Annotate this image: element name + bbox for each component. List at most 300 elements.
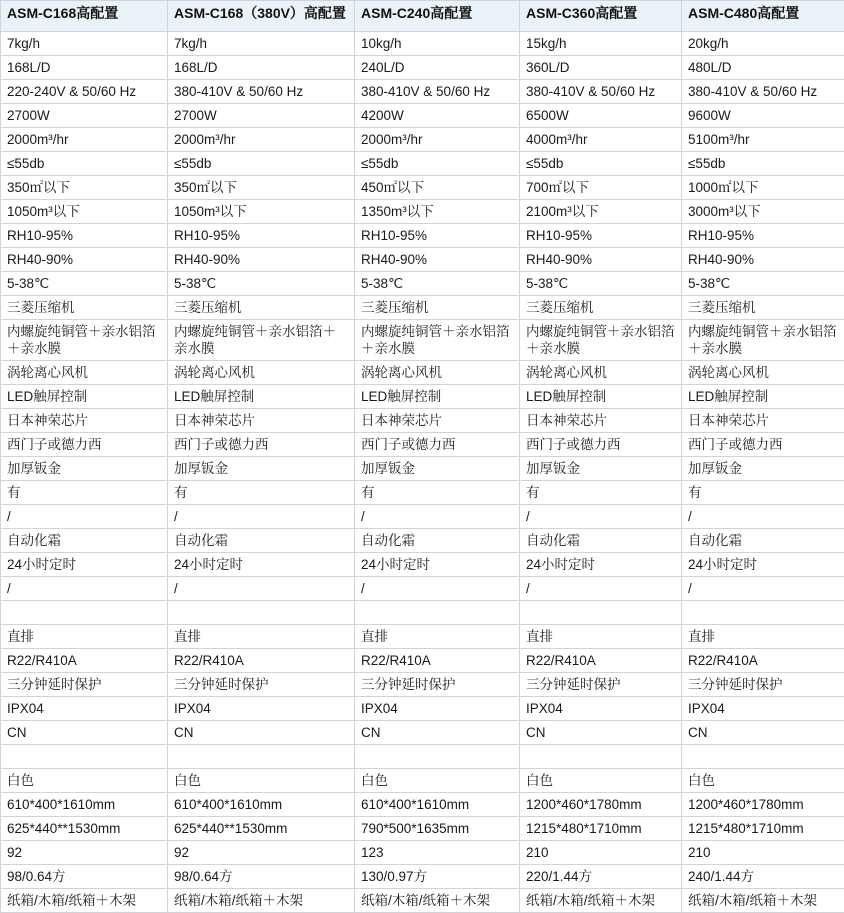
cell-text: LED触屏控制 (174, 388, 349, 405)
cell-text: 加厚钣金 (688, 460, 839, 477)
table-cell (520, 577, 682, 601)
cell-text: 2700W (7, 107, 162, 124)
cell-text: R22/R410A (526, 652, 676, 669)
cell-text: 自动化霜 (174, 532, 349, 549)
cell-text: 210 (526, 844, 676, 861)
table-cell (168, 769, 355, 793)
cell-text: 三菱压缩机 (7, 299, 162, 316)
cell-text: 加厚钣金 (174, 460, 349, 477)
table-row (1, 841, 844, 865)
cell-text: 5100m³/hr (688, 131, 839, 148)
table-cell (682, 296, 844, 320)
cell-text: ≤55db (526, 155, 676, 172)
table-cell (682, 697, 844, 721)
table-cell (1, 272, 168, 296)
table-cell (682, 889, 844, 913)
table-row (1, 505, 844, 529)
table-cell (1, 433, 168, 457)
table-cell (355, 248, 520, 272)
cell-text: ≤55db (7, 155, 162, 172)
table-cell (682, 409, 844, 433)
table-cell (682, 793, 844, 817)
table-cell (168, 152, 355, 176)
cell-text: 纸箱/木箱/纸箱＋木架 (361, 892, 514, 909)
table-cell (520, 457, 682, 481)
table-cell (1, 80, 168, 104)
table-cell (1, 505, 168, 529)
cell-text: / (174, 580, 349, 597)
cell-text: 三分钟延时保护 (688, 676, 839, 693)
table-cell (355, 56, 520, 80)
table-cell (355, 889, 520, 913)
cell-text: 610*400*1610mm (361, 796, 514, 813)
cell-text: 加厚钣金 (526, 460, 676, 477)
table-cell (355, 841, 520, 865)
cell-text: 西门子或德力西 (688, 436, 839, 453)
cell-text: 内螺旋纯铜管＋亲水铝箔＋亲水膜 (688, 323, 839, 357)
table-cell (520, 649, 682, 673)
table-cell (682, 128, 844, 152)
table-row (1, 817, 844, 841)
cell-text: 2700W (174, 107, 349, 124)
table-cell (168, 361, 355, 385)
table-cell (520, 865, 682, 889)
cell-text: 360L/D (526, 59, 676, 76)
table-cell (682, 601, 844, 625)
table-cell (1, 673, 168, 697)
table-cell (520, 769, 682, 793)
table-cell (168, 200, 355, 224)
cell-text: 24小时定时 (526, 556, 676, 573)
table-cell (1, 817, 168, 841)
table-cell (168, 296, 355, 320)
cell-text: 日本神荣芯片 (526, 412, 676, 429)
table-row (1, 176, 844, 200)
cell-text: 7kg/h (174, 35, 349, 52)
column-header-3: ASM-C360高配置 (520, 1, 682, 32)
table-cell (168, 457, 355, 481)
table-cell (355, 697, 520, 721)
table-row (1, 272, 844, 296)
table-cell (520, 176, 682, 200)
table-cell (520, 553, 682, 577)
cell-text: 625*440**1530mm (174, 820, 349, 837)
cell-text: 5-38℃ (7, 275, 162, 292)
table-cell (1, 152, 168, 176)
table-cell (168, 745, 355, 769)
cell-text: 790*500*1635mm (361, 820, 514, 837)
table-cell (682, 625, 844, 649)
cell-text: CN (526, 724, 676, 741)
table-cell (355, 200, 520, 224)
table-cell (682, 721, 844, 745)
cell-text: 2000m³/hr (361, 131, 514, 148)
cell-text: 1215*480*1710mm (688, 820, 839, 837)
table-row (1, 529, 844, 553)
table-cell (168, 32, 355, 56)
table-cell (1, 793, 168, 817)
table-cell (1, 745, 168, 769)
table-cell (168, 625, 355, 649)
table-cell (355, 529, 520, 553)
column-header-0: ASM-C168高配置 (1, 1, 168, 32)
cell-text: 三菱压缩机 (361, 299, 514, 316)
table-cell (1, 385, 168, 409)
table-cell (520, 104, 682, 128)
cell-text: 日本神荣芯片 (7, 412, 162, 429)
cell-text: 西门子或德力西 (7, 436, 162, 453)
cell-text: / (361, 580, 514, 597)
table-row (1, 224, 844, 248)
table-row (1, 56, 844, 80)
table-cell (682, 32, 844, 56)
cell-text: ≤55db (174, 155, 349, 172)
cell-text: 1200*460*1780mm (688, 796, 839, 813)
cell-text: 98/0.64方 (7, 868, 162, 885)
cell-text: 1200*460*1780mm (526, 796, 676, 813)
table-row (1, 721, 844, 745)
table-cell (682, 272, 844, 296)
table-cell (520, 385, 682, 409)
cell-text: IPX04 (688, 700, 839, 717)
table-cell (520, 272, 682, 296)
table-cell (168, 272, 355, 296)
column-header-4: ASM-C480高配置 (682, 1, 844, 32)
table-cell (355, 769, 520, 793)
cell-text: 5-38℃ (526, 275, 676, 292)
table-cell (355, 296, 520, 320)
cell-text: 123 (361, 844, 514, 861)
table-cell (520, 529, 682, 553)
table-row (1, 320, 844, 361)
cell-text: 白色 (526, 772, 676, 789)
table-cell (682, 577, 844, 601)
cell-text: 涡轮离心风机 (174, 364, 349, 381)
table-cell (168, 481, 355, 505)
table-row (1, 625, 844, 649)
table-cell (168, 80, 355, 104)
cell-text: 内螺旋纯铜管＋亲水铝箔＋亲水膜 (174, 323, 349, 357)
table-body (1, 32, 844, 913)
table-cell (1, 56, 168, 80)
cell-text: 涡轮离心风机 (526, 364, 676, 381)
cell-text: RH40-90% (526, 251, 676, 268)
table-cell (520, 56, 682, 80)
table-cell (168, 224, 355, 248)
table-cell (168, 841, 355, 865)
cell-text: 5-38℃ (361, 275, 514, 292)
table-row (1, 697, 844, 721)
table-row (1, 128, 844, 152)
table-cell (168, 248, 355, 272)
cell-text: 7kg/h (7, 35, 162, 52)
cell-text: 92 (7, 844, 162, 861)
cell-text: 三分钟延时保护 (7, 676, 162, 693)
table-cell (355, 649, 520, 673)
table-cell (1, 769, 168, 793)
table-cell (355, 152, 520, 176)
cell-text: / (688, 508, 839, 525)
table-cell (355, 577, 520, 601)
table-row (1, 865, 844, 889)
cell-text: 有 (361, 484, 514, 501)
table-cell (682, 841, 844, 865)
table-row (1, 673, 844, 697)
cell-text: 625*440**1530mm (7, 820, 162, 837)
table-cell (355, 320, 520, 361)
table-cell (1, 889, 168, 913)
cell-text: 5-38℃ (174, 275, 349, 292)
cell-text: 内螺旋纯铜管＋亲水铝箔＋亲水膜 (526, 323, 676, 357)
table-cell (355, 32, 520, 56)
cell-text: 24小时定时 (174, 556, 349, 573)
table-cell (1, 361, 168, 385)
table-cell (355, 176, 520, 200)
table-cell (355, 601, 520, 625)
cell-text: 自动化霜 (526, 532, 676, 549)
table-row (1, 889, 844, 913)
table-cell (168, 793, 355, 817)
cell-text: 自动化霜 (7, 532, 162, 549)
cell-text: 220-240V & 50/60 Hz (7, 83, 162, 100)
cell-text: 1215*480*1710mm (526, 820, 676, 837)
table-cell (682, 649, 844, 673)
table-cell (355, 721, 520, 745)
cell-text: 1050m³以下 (7, 203, 162, 220)
table-cell (355, 457, 520, 481)
table-cell (682, 817, 844, 841)
table-row (1, 385, 844, 409)
table-row (1, 248, 844, 272)
cell-text: 内螺旋纯铜管＋亲水铝箔＋亲水膜 (7, 323, 162, 357)
table-cell (520, 80, 682, 104)
table-cell (682, 104, 844, 128)
table-cell (168, 601, 355, 625)
cell-text: CN (174, 724, 349, 741)
table-cell (355, 553, 520, 577)
cell-text: 自动化霜 (361, 532, 514, 549)
table-cell (168, 320, 355, 361)
table-cell (520, 409, 682, 433)
cell-text: 白色 (174, 772, 349, 789)
cell-text: 有 (688, 484, 839, 501)
table-cell (168, 865, 355, 889)
cell-text: RH10-95% (361, 227, 514, 244)
table-row (1, 104, 844, 128)
cell-text: 西门子或德力西 (174, 436, 349, 453)
table-cell (682, 176, 844, 200)
cell-text: 450㎡以下 (361, 179, 514, 196)
cell-text: 700㎡以下 (526, 179, 676, 196)
cell-text: IPX04 (7, 700, 162, 717)
table-cell (355, 481, 520, 505)
cell-text: 2000m³/hr (174, 131, 349, 148)
cell-text: RH40-90% (174, 251, 349, 268)
cell-text: 10kg/h (361, 35, 514, 52)
cell-text: 4200W (361, 107, 514, 124)
table-row (1, 32, 844, 56)
table-cell (520, 200, 682, 224)
table-cell (355, 817, 520, 841)
table-row (1, 457, 844, 481)
cell-text: 4000m³/hr (526, 131, 676, 148)
table-cell (1, 625, 168, 649)
cell-text: 9600W (688, 107, 839, 124)
table-cell (168, 104, 355, 128)
cell-text: 24小时定时 (688, 556, 839, 573)
table-cell (682, 385, 844, 409)
table-cell (520, 793, 682, 817)
cell-text: 380-410V & 50/60 Hz (526, 83, 676, 100)
cell-text: 白色 (361, 772, 514, 789)
table-row (1, 553, 844, 577)
cell-text: LED触屏控制 (361, 388, 514, 405)
table-cell (682, 673, 844, 697)
table-cell (520, 673, 682, 697)
cell-text: 涡轮离心风机 (361, 364, 514, 381)
table-cell (520, 601, 682, 625)
cell-text: CN (361, 724, 514, 741)
table-cell (520, 32, 682, 56)
table-cell (1, 721, 168, 745)
table-header-row (1, 1, 844, 32)
cell-text: 有 (7, 484, 162, 501)
table-cell (1, 697, 168, 721)
cell-text: 直排 (526, 628, 676, 645)
cell-text: 日本神荣芯片 (174, 412, 349, 429)
cell-text: 168L/D (7, 59, 162, 76)
table-cell (168, 697, 355, 721)
cell-text: 20kg/h (688, 35, 839, 52)
table-cell (168, 176, 355, 200)
cell-text: ≤55db (361, 155, 514, 172)
table-cell (168, 56, 355, 80)
table-cell (682, 769, 844, 793)
table-cell (355, 224, 520, 248)
cell-text: 三分钟延时保护 (174, 676, 349, 693)
table-cell (520, 889, 682, 913)
table-cell (1, 409, 168, 433)
cell-text: / (174, 508, 349, 525)
cell-text: / (7, 508, 162, 525)
cell-text: 三菱压缩机 (526, 299, 676, 316)
table-cell (682, 320, 844, 361)
cell-text: 直排 (174, 628, 349, 645)
table-cell (355, 272, 520, 296)
table-cell (1, 32, 168, 56)
table-cell (1, 320, 168, 361)
cell-text: 三菱压缩机 (688, 299, 839, 316)
cell-text: 日本神荣芯片 (361, 412, 514, 429)
cell-text: 三分钟延时保护 (361, 676, 514, 693)
table-cell (1, 841, 168, 865)
cell-text: 直排 (688, 628, 839, 645)
table-row (1, 793, 844, 817)
cell-text: RH40-90% (688, 251, 839, 268)
table-cell (682, 865, 844, 889)
table-cell (520, 817, 682, 841)
cell-text: 纸箱/木箱/纸箱＋木架 (526, 892, 676, 909)
table-cell (355, 128, 520, 152)
table-cell (355, 505, 520, 529)
table-cell (520, 224, 682, 248)
table-cell (520, 841, 682, 865)
column-header-1: ASM-C168（380V）高配置 (168, 1, 355, 32)
table-cell (682, 200, 844, 224)
cell-text: 92 (174, 844, 349, 861)
table-cell (520, 152, 682, 176)
cell-text: 白色 (7, 772, 162, 789)
table-cell (355, 673, 520, 697)
cell-text: ≤55db (688, 155, 839, 172)
table-cell (1, 296, 168, 320)
table-cell (168, 817, 355, 841)
cell-text: 纸箱/木箱/纸箱＋木架 (7, 892, 162, 909)
cell-text: 24小时定时 (7, 556, 162, 573)
table-cell (168, 889, 355, 913)
cell-text: 380-410V & 50/60 Hz (688, 83, 839, 100)
table-cell (520, 697, 682, 721)
table-cell (520, 481, 682, 505)
table-cell (682, 248, 844, 272)
table-cell (355, 433, 520, 457)
table-cell (682, 56, 844, 80)
table-cell (1, 176, 168, 200)
table-cell (168, 577, 355, 601)
cell-text: 380-410V & 50/60 Hz (361, 83, 514, 100)
cell-text: RH10-95% (7, 227, 162, 244)
table-cell (682, 457, 844, 481)
cell-text: 380-410V & 50/60 Hz (174, 83, 349, 100)
cell-text: LED触屏控制 (688, 388, 839, 405)
cell-text: IPX04 (361, 700, 514, 717)
cell-text: 240/1.44方 (688, 868, 839, 885)
table-cell (355, 625, 520, 649)
table-cell (520, 296, 682, 320)
table-cell (1, 529, 168, 553)
table-cell (1, 481, 168, 505)
table-cell (168, 433, 355, 457)
table-cell (520, 320, 682, 361)
cell-text: 2000m³/hr (7, 131, 162, 148)
cell-text: CN (688, 724, 839, 741)
table-cell (682, 529, 844, 553)
table-row (1, 577, 844, 601)
cell-text: 3000m³以下 (688, 203, 839, 220)
table-cell (682, 361, 844, 385)
cell-text: IPX04 (174, 700, 349, 717)
table-cell (682, 553, 844, 577)
cell-text: 24小时定时 (361, 556, 514, 573)
cell-text: 5-38℃ (688, 275, 839, 292)
table-cell (355, 745, 520, 769)
cell-text: 涡轮离心风机 (7, 364, 162, 381)
table-cell (682, 481, 844, 505)
cell-text: 610*400*1610mm (7, 796, 162, 813)
table-cell (355, 385, 520, 409)
table-row (1, 433, 844, 457)
table-cell (168, 529, 355, 553)
table-cell (682, 224, 844, 248)
cell-text: 350㎡以下 (7, 179, 162, 196)
cell-text: 西门子或德力西 (526, 436, 676, 453)
cell-text: R22/R410A (361, 652, 514, 669)
table-row (1, 361, 844, 385)
cell-text: 350㎡以下 (174, 179, 349, 196)
cell-text: 168L/D (174, 59, 349, 76)
column-header-2: ASM-C240高配置 (355, 1, 520, 32)
cell-text: 1050m³以下 (174, 203, 349, 220)
